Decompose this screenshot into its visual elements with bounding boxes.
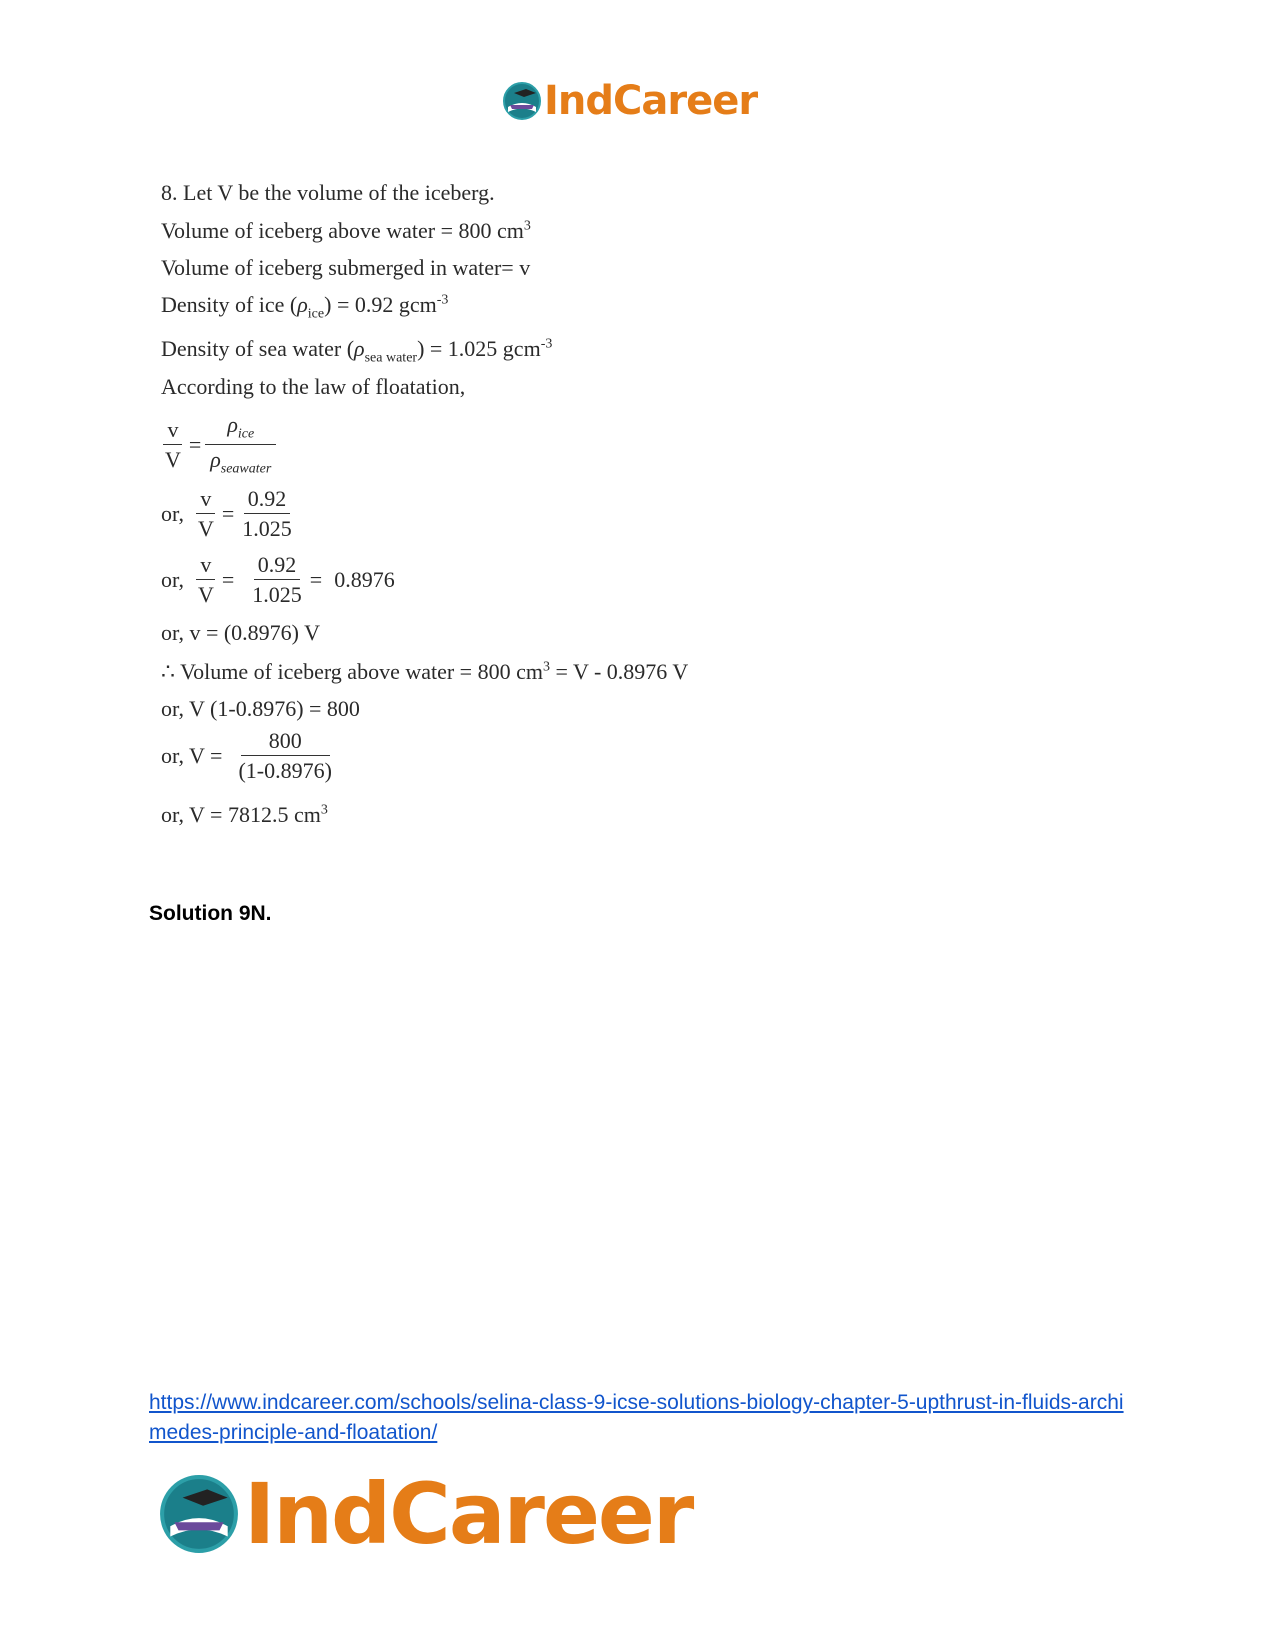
denominator: V <box>197 516 214 542</box>
denominator: V <box>165 447 181 473</box>
equals-sign: = <box>221 566 235 592</box>
equation-division <box>161 728 340 784</box>
fraction <box>234 728 335 784</box>
equals-sign: = <box>188 431 202 457</box>
line-text: Density of ice ( <box>161 292 298 317</box>
denominator: 1.025 <box>252 582 302 608</box>
numerator: v <box>196 552 215 580</box>
line-text: or, v = (0.8976) V <box>161 620 320 645</box>
superscript: 3 <box>320 802 328 818</box>
rho-symbol: ρ <box>297 292 308 317</box>
solution-line: or, V (1-0.8976) = 800 <box>161 696 360 721</box>
fraction <box>161 417 185 473</box>
subscript: sea water <box>364 350 418 366</box>
globe-book-icon <box>158 1473 240 1555</box>
numerator: v <box>196 486 215 514</box>
equation-substitution <box>161 486 300 542</box>
line-text: = V - 0.8976 V <box>549 659 689 684</box>
line-text: or, V = 7812.5 cm <box>161 802 321 827</box>
superscript: -3 <box>436 292 449 308</box>
solution-line <box>161 218 531 244</box>
line-text: or, <box>161 566 184 592</box>
line-text: or, <box>161 500 184 526</box>
rho-symbol: ρ <box>354 336 365 361</box>
solution-line <box>161 292 448 322</box>
solution-heading: Solution 9N. <box>149 902 272 925</box>
numerator: $\rho_{ice}$ <box>205 412 276 445</box>
solution-line <box>161 659 688 685</box>
fraction <box>248 552 306 608</box>
subscript: ice <box>237 426 255 442</box>
line-text: ) = 0.92 gcm <box>324 292 437 317</box>
line-text: ) = 1.025 gcm <box>417 336 541 361</box>
equals-sign: = <box>221 500 235 526</box>
fraction <box>194 552 218 608</box>
footer-url-link[interactable]: https://www.indcareer.com/schools/selina-class-9-icse-solutions-biology-chapter-5-upthrust-in-fluids-archimedes-principle-and-floatation/ <box>149 1391 1124 1444</box>
equals-sign: = <box>309 566 323 592</box>
subscript: ice <box>307 306 325 322</box>
superscript: -3 <box>540 336 553 352</box>
subscript: seawater <box>220 461 272 477</box>
fraction <box>194 486 218 542</box>
result-value: 0.8976 <box>334 566 395 592</box>
numerator: 0.92 <box>244 486 291 514</box>
solution-line <box>161 336 552 366</box>
solution-line <box>161 620 320 646</box>
numerator: 800 <box>241 728 330 756</box>
solution-line <box>161 802 328 828</box>
solution-line: 8. Let V be the volume of the iceberg. <box>161 180 495 205</box>
fraction <box>205 412 276 478</box>
superscript: 3 <box>523 218 531 234</box>
solution-line: According to the law of floatation, <box>161 374 466 399</box>
header-logo <box>502 78 757 124</box>
superscript: 3 <box>542 659 550 675</box>
footer-logo <box>158 1465 692 1563</box>
denominator: V <box>197 582 214 608</box>
line-text: or, V = <box>161 742 223 768</box>
logo-text: IndCareer <box>544 78 758 124</box>
solution-line: Volume of iceberg submerged in water= v <box>161 255 531 280</box>
line-text: Volume of iceberg above water = 800 cm <box>161 218 524 243</box>
numerator: v <box>163 417 182 445</box>
denominator: (1-0.8976) <box>238 758 332 784</box>
logo-text: IndCareer <box>244 1465 693 1563</box>
fraction <box>238 486 296 542</box>
equation-ratio <box>161 412 280 478</box>
equation-result <box>161 552 395 608</box>
numerator: 0.92 <box>254 552 301 580</box>
globe-book-icon <box>502 81 542 121</box>
line-text: Density of sea water ( <box>161 336 355 361</box>
denominator: 1.025 <box>242 516 292 542</box>
line-text: ∴ Volume of iceberg above water = 800 cm <box>161 659 543 684</box>
denominator: $\rho_{seawater}$ <box>210 447 272 477</box>
